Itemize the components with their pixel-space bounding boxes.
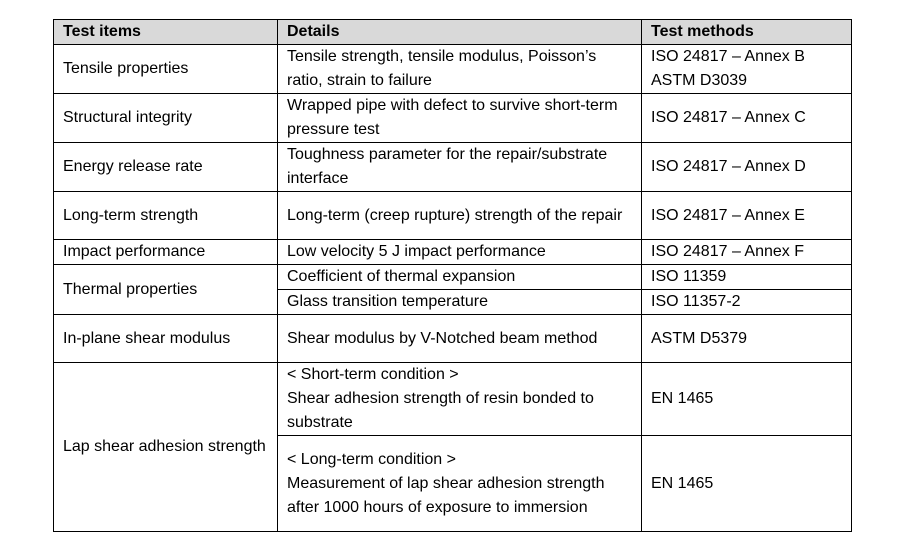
table-row: [54, 265, 852, 290]
table-row: [54, 315, 852, 363]
cell-test-methods: ISO 24817 – Annex D: [642, 143, 852, 192]
header-test-methods: Test methods: [642, 20, 852, 45]
cell-test-methods: ISO 24817 – Annex E: [642, 192, 852, 240]
cell-details: Low velocity 5 J impact performance: [278, 240, 642, 265]
condition-label: < Short-term condition >: [287, 366, 459, 383]
cell-test-item: Long-term strength: [54, 192, 278, 240]
cell-details: Glass transition temperature: [278, 290, 642, 315]
cell-test-methods: ASTM D5379: [642, 315, 852, 363]
cell-details: [278, 363, 642, 436]
header-test-items: Test items: [54, 20, 278, 45]
test-methods-table: [53, 19, 852, 532]
cell-details: Wrapped pipe with defect to survive short-term pressure test: [278, 94, 642, 143]
cell-test-item: In-plane shear modulus: [54, 315, 278, 363]
details-text: Shear adhesion strength of resin bonded to substrate: [287, 390, 594, 431]
cell-test-methods: ISO 24817 – Annex C: [642, 94, 852, 143]
table-row: [54, 94, 852, 143]
cell-details: Toughness parameter for the repair/substrate interface: [278, 143, 642, 192]
cell-test-item: Thermal properties: [54, 265, 278, 315]
cell-details: Coefficient of thermal expansion: [278, 265, 642, 290]
cell-test-item: Energy release rate: [54, 143, 278, 192]
cell-test-methods: ISO 24817 – Annex F: [642, 240, 852, 265]
table-header-row: [54, 20, 852, 45]
cell-details: Tensile strength, tensile modulus, Poisson’s ratio, strain to failure: [278, 45, 642, 94]
cell-test-methods: ISO 11357-2: [642, 290, 852, 315]
cell-test-methods: EN 1465: [642, 363, 852, 436]
cell-details: Long-term (creep rupture) strength of the repair: [278, 192, 642, 240]
cell-test-item: Tensile properties: [54, 45, 278, 94]
condition-label: < Long-term condition >: [287, 450, 456, 468]
cell-test-item: Impact performance: [54, 240, 278, 265]
test-table-container: [53, 19, 852, 532]
table-row: [54, 143, 852, 192]
cell-test-methods: ISO 11359: [642, 265, 852, 290]
cell-details: [278, 436, 642, 532]
details-text: Measurement of lap shear adhesion strength after 1000 hours of exposure to immersion: [287, 474, 605, 516]
table-row: [54, 240, 852, 265]
method-line: ISO 24817 – Annex B: [651, 48, 805, 65]
cell-test-methods: [642, 45, 852, 94]
table-row: [54, 363, 852, 436]
cell-test-item: Lap shear adhesion strength: [54, 363, 278, 532]
table-row: [54, 192, 852, 240]
cell-test-methods: EN 1465: [642, 436, 852, 532]
table-row: [54, 45, 852, 94]
cell-test-item: Structural integrity: [54, 94, 278, 143]
cell-details: Shear modulus by V-Notched beam method: [278, 315, 642, 363]
header-details: Details: [278, 20, 642, 45]
method-line: ASTM D3039: [651, 72, 748, 89]
